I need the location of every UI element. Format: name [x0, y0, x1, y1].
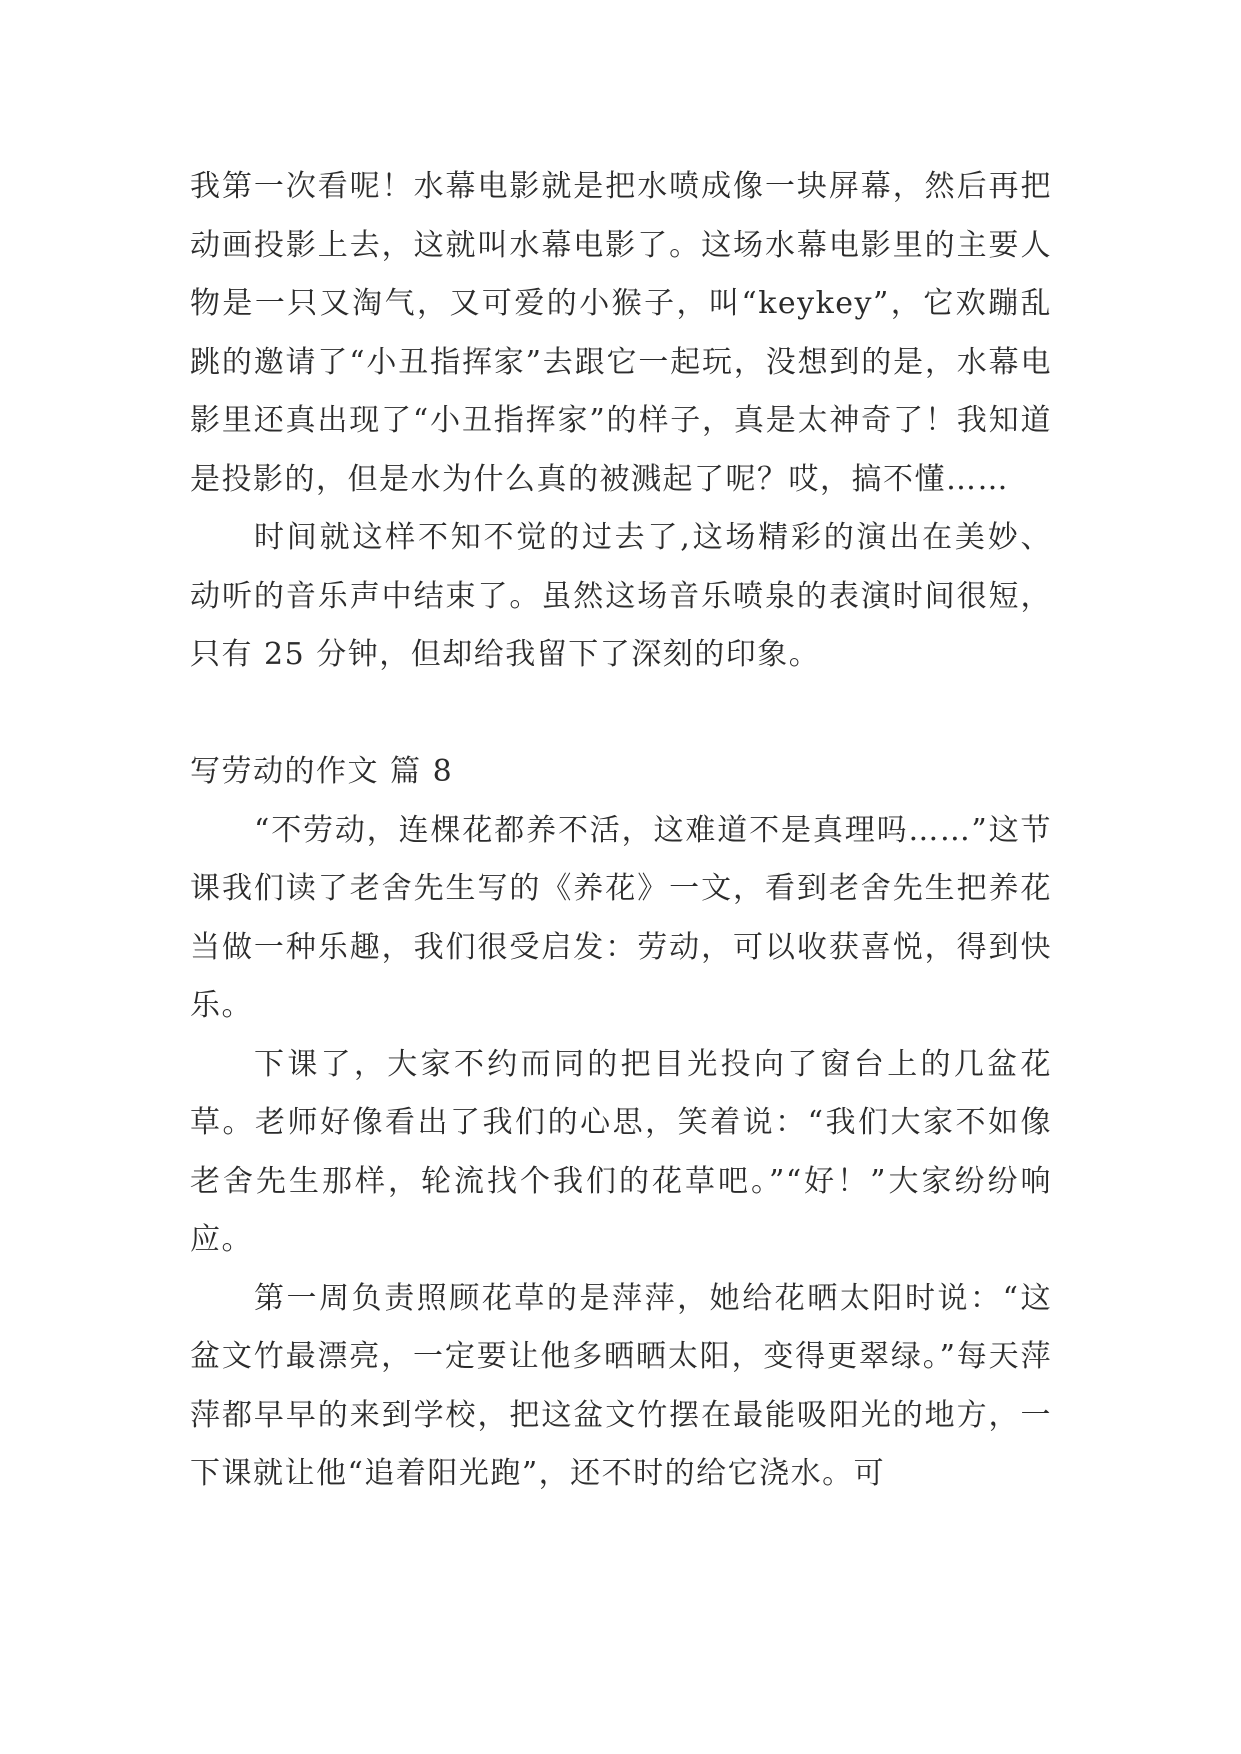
closing-paragraph: 时间就这样不知不觉的过去了,这场精彩的演出在美妙、动听的音乐声中结束了。虽然这场音乐喷泉的表演时间很短，只有 25 分钟，但却给我留下了深刻的印象。	[190, 520, 1052, 672]
body-paragraph-3: 第一周负责照顾花草的是萍萍，她给花晒太阳时说：“这盆文竹最漂亮，一定要让他多晒晒太阳，变得更翠绿。”每天萍萍都早早的来到学校，把这盆文竹摆在最能吸阳光的地方，一下课就让他“追着阳光跑”，还不时的给它浇水。可	[190, 1280, 1052, 1491]
section-spacer	[190, 685, 1052, 744]
section-heading: 写劳动的作文 篇 8	[190, 754, 454, 789]
body-paragraph-1: “不劳动，连棵花都养不活，这难道不是真理吗……”这节课我们读了老舍先生写的《养花》一文，看到老舍先生把养花当做一种乐趣，我们很受启发：劳动，可以收获喜悦，得到快乐。	[190, 812, 1052, 1023]
document-body	[190, 158, 1052, 1504]
body-paragraph-2: 下课了，大家不约而同的把目光投向了窗台上的几盆花草。老师好像看出了我们的心思，笑着说：“我们大家不如像老舍先生那样，轮流找个我们的花草吧。”“好！”大家纷纷响应。	[190, 1046, 1052, 1257]
continuation-paragraph: 我第一次看呢！水幕电影就是把水喷成像一块屏幕，然后再把动画投影上去，这就叫水幕电影了。这场水幕电影里的主要人物是一只又淘气，又可爱的小猴子，叫“keykey”，它欢蹦乱跳的邀请了“小丑指挥家”去跟它一起玩，没想到的是，水幕电影里还真出现了“小丑指挥家”的样子，真是太神奇了！我知道是投影的，但是水为什么真的被溅起了呢？哎，搞不懂……	[190, 169, 1052, 497]
